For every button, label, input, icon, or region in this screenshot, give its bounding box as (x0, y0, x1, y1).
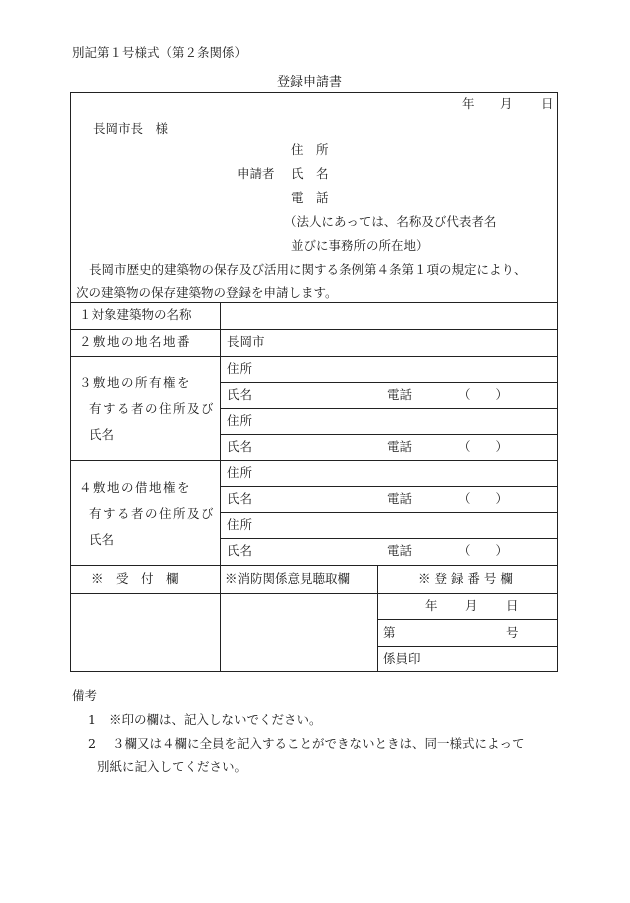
table-row-divider (70, 460, 558, 461)
registration-number-prefix: 第 (383, 625, 396, 640)
lessee2-phone-label: 電話 (387, 543, 413, 558)
table-row-divider (70, 356, 558, 357)
corporation-note-line1: （法人にあっては、名称及び代表者名 (284, 214, 497, 229)
applicant-address-label: 住 所 (291, 142, 329, 157)
table-row-divider (220, 382, 558, 383)
lessee2-name-label: 氏名 (227, 543, 253, 558)
registration-month-label: 月 (465, 598, 478, 613)
owner-label-line1: ３敷地の所有権を (79, 375, 192, 390)
owner2-name-label: 氏名 (227, 439, 253, 454)
registration-number-column-header: ※ 登 録 番 号 欄 (418, 571, 513, 586)
table-row-divider (220, 408, 558, 409)
table-row-divider (220, 512, 558, 513)
registration-number-suffix: 号 (506, 625, 519, 640)
table-row-divider (377, 646, 558, 647)
table-row-divider (70, 329, 558, 330)
registration-day-label: 日 (506, 598, 519, 613)
table-top-border (70, 302, 558, 303)
addressee: 長岡市長 様 (93, 121, 169, 136)
reception-column-header: ※ 受 付 欄 (91, 571, 179, 586)
remark1-text: ※印の欄は、記入しないでください。 (109, 712, 322, 727)
applicant-label: 申請者 (237, 166, 275, 181)
remark2-text-line2: 別紙に記入してください。 (97, 759, 248, 774)
corporation-note-line2: 並びに事務所の所在地） (291, 238, 429, 253)
lessee2-phone-parens: （ ） (458, 543, 509, 558)
lease-label-line1: ４敷地の借地権を (79, 480, 192, 495)
owner1-phone-parens: （ ） (458, 387, 509, 402)
table-row-divider (220, 538, 558, 539)
owner2-address-label: 住所 (227, 413, 253, 428)
table-row-divider (220, 486, 558, 487)
owner1-name-label: 氏名 (227, 387, 253, 402)
remark1-number: 1 (88, 712, 96, 727)
owner2-phone-parens: （ ） (458, 439, 509, 454)
table-column-divider (377, 565, 378, 672)
building-name-label: １対象建築物の名称 (79, 307, 192, 322)
fire-opinion-column-header: ※消防関係意見聴取欄 (225, 571, 351, 586)
owner-label-line2: 有する者の住所及び (89, 401, 216, 416)
owner2-phone-label: 電話 (387, 439, 413, 454)
remark2-number: 2 (88, 736, 96, 751)
owner-label-line3: 氏名 (89, 427, 115, 442)
lessee2-address-label: 住所 (227, 517, 253, 532)
table-column-divider (220, 302, 221, 672)
registration-year-label: 年 (425, 598, 438, 613)
remark2-text-line1: ３欄又は４欄に全員を記入することができないときは、同一様式によって (112, 736, 525, 751)
document-title: 登録申請書 (277, 75, 343, 90)
remarks-title: 備考 (72, 688, 98, 703)
table-row-divider (70, 593, 558, 594)
lease-label-line2: 有する者の住所及び (89, 506, 216, 521)
lessee1-address-label: 住所 (227, 465, 253, 480)
applicant-name-label: 氏 名 (291, 166, 329, 181)
lessee1-name-label: 氏名 (227, 491, 253, 506)
date-year-label: 年 (462, 96, 475, 111)
lessee1-phone-parens: （ ） (458, 491, 509, 506)
applicant-phone-label: 電 話 (291, 190, 329, 205)
lease-label-line3: 氏名 (89, 532, 115, 547)
lot-number-label: ２敷地の地名地番 (79, 334, 192, 349)
table-row-divider (220, 434, 558, 435)
date-day-label: 日 (541, 96, 554, 111)
application-text-line1: 長岡市歴史的建築物の保存及び活用に関する条例第４条第１項の規定により、 (89, 262, 527, 277)
table-row-divider (377, 619, 558, 620)
form-number: 別記第１号様式（第２条関係） (72, 45, 248, 60)
application-text-line2: 次の建築物の保存建築物の登録を申請します。 (76, 285, 338, 300)
lessee1-phone-label: 電話 (387, 491, 413, 506)
lot-number-prefix: 長岡市 (227, 334, 265, 349)
table-row-divider (70, 565, 558, 566)
staff-seal-label: 係員印 (383, 651, 421, 666)
owner1-address-label: 住所 (227, 361, 253, 376)
owner1-phone-label: 電話 (387, 387, 413, 402)
date-month-label: 月 (500, 96, 513, 111)
